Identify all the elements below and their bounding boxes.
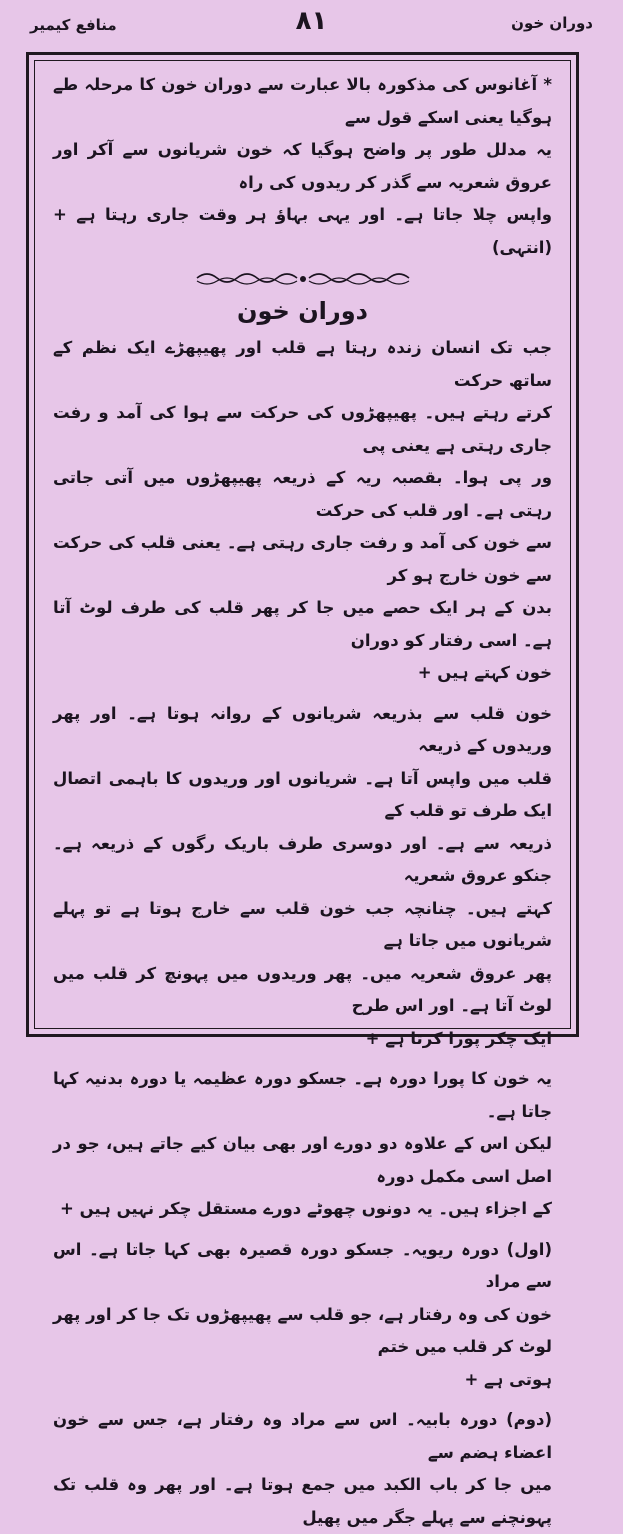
text-line: جب تک انسان زندہ رہتا ہے قلب اور پھیپھڑے ایک نظم کے ساتھ حرکت — [53, 338, 552, 390]
paragraph — [53, 332, 552, 690]
text-line: سے خون کی آمد و رفت جاری رہتی ہے۔ یعنی قلب کی حرکت سے خون خارج ہو کر — [53, 533, 552, 585]
running-title-right: دوران خون — [511, 14, 593, 32]
text-line: ذریعہ سے ہے۔ اور دوسری طرف باریک رگوں کے ذریعہ ہے۔ جنکو عروق شعریہ — [53, 833, 552, 885]
paragraph — [53, 1404, 552, 1534]
ornament-icon — [193, 268, 413, 288]
text-line: لیکن اس کے علاوہ دو دورے اور بھی بیان کیے جاتے ہیں، جو در اصل اسی مکمل دورہ — [53, 1134, 552, 1186]
running-title-left: منافع کیمیر — [30, 16, 117, 34]
text-line: خون کہتے ہیں + — [417, 663, 552, 682]
text-line: ایک چکر پورا کرتا ہے + — [365, 1028, 552, 1048]
text-line: کہتے ہیں۔ چنانچہ جب خون قلب سے خارج ہوتا ہے تو پہلے شریانوں میں جاتا ہے — [53, 898, 552, 950]
text-line: ہوتی ہے + — [464, 1369, 552, 1389]
text-line: کے اجزاء ہیں۔ یہ دونوں چھوٹے دورے مستقل چکر نہیں ہیں + — [60, 1199, 552, 1218]
intro-quote — [53, 69, 552, 264]
text-line: بدن کے ہر ایک حصے میں جا کر پھر قلب کی طرف لوٹ آتا ہے۔ اسی رفتار کو دوران — [53, 598, 552, 650]
intro-line: واپس چلا جاتا ہے۔ اور یہی بہاؤ ہر وقت جاری رہتا ہے + (انتہی) — [53, 205, 552, 257]
text-line: خون کی وہ رفتار ہے، جو قلب سے پھیپھڑوں تک جا کر اور پھر لوٹ کر قلب میں ختم — [53, 1304, 552, 1356]
paragraph — [53, 698, 552, 1056]
text-line: پھر عروق شعریہ میں۔ پھر وریدوں میں پہونچ کر قلب میں لوٹ آتا ہے۔ اور اس طرح — [53, 963, 552, 1015]
text-line: (اول) دورہ ریویہ۔ جسکو دورہ قصیرہ بھی کہا جاتا ہے۔ اس سے مراد — [53, 1239, 552, 1291]
text-line: کرتے رہتے ہیں۔ پھیپھڑوں کی حرکت سے ہوا کی آمد و رفت جاری رہتی ہے یعنی پی — [53, 403, 552, 455]
page-body — [53, 69, 552, 1527]
intro-line: * آغانوس کی مذکورہ بالا عبارت سے دوران خون کا مرحلہ طے ہوگیا یعنی اسکے قول سے — [53, 75, 552, 127]
section-title: دوران خون — [237, 297, 368, 325]
page-border-inner — [34, 60, 571, 1527]
paragraph — [53, 1063, 552, 1226]
page-number: ۸۱ — [295, 6, 328, 36]
intro-line: یہ مدلل طور پر واضح ہوگیا کہ خون شریانوں سے آکر اور عروق شعریہ سے گذر کر ریدوں کی راہ — [53, 140, 552, 192]
text-line: خون قلب سے بذریعہ شریانوں کے روانہ ہوتا ہے۔ اور پھر وریدوں کے ذریعہ — [53, 703, 552, 755]
text-line: (دوم) دورہ بابیہ۔ اس سے مراد وہ رفتار ہے، جس سے خون اعضاء ہضم سے — [53, 1410, 552, 1462]
text-line: یہ خون کا پورا دورہ ہے۔ جسکو دورہ عظیمہ یا دورہ بدنیہ کہا جاتا ہے۔ — [53, 1069, 552, 1121]
text-line: قلب میں واپس آتا ہے۔ شریانوں اور وریدوں کا باہمی اتصال ایک طرف تو قلب کے — [53, 768, 552, 820]
page-border-outer — [26, 52, 579, 1527]
ornamental-divider — [53, 268, 552, 290]
text-line: ور پی ہوا۔ بقصبہ ریہ کے ذریعہ پھیپھڑوں میں آتی جاتی رہتی ہے۔ اور قلب کی حرکت — [53, 468, 552, 520]
text-line: میں جا کر باب الکبد میں جمع ہوتا ہے۔ اور پھر وہ قلب تک پہونچنے سے پہلے جگر میں پھیل — [53, 1475, 552, 1527]
page-header — [22, 6, 601, 46]
paragraph — [53, 1234, 552, 1397]
